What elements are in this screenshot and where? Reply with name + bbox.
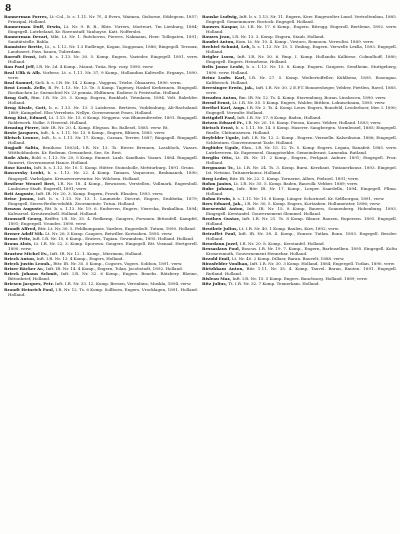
- entry-text: Tt. I.R. Nr. 32. 7 Komp. Tennerkam. Holland.: [228, 281, 320, 287]
- left-column: [4, 14, 198, 532]
- list-entry: [4, 24, 198, 34]
- entry-text: Inft. I.R. Nr. 33. 12. Komp. Bresen, Verenbinz, Muskla, 1894. verw.: [55, 281, 192, 287]
- entry-text: I.R. Nr. 2d. 4 Komp., Maunt, Tutia, Rep. vozy, 1890. verw.: [36, 64, 154, 70]
- entry-name: Brieck Anton,: [4, 256, 36, 262]
- entry-name: Baudet Anton,: [202, 39, 235, 45]
- entry-text: Inft., b. s. 1.11. Nr. 13. 8 Komp., Engern, Blitzen, 1885. verw.: [40, 130, 166, 136]
- list-entry: [202, 14, 397, 24]
- entry-text: B. Fr. 1.13. Nr. 13. Te. 5 Komp. Tageney, Haskel Kerkennen. Eingegoll. Rostkuchen Lr. Surmichtel Nr. 23 pennia. Ehlfinnen. Eadiese & Preistsohn. Holland.: [8, 84, 198, 95]
- entry-name: Beal Samuel,: [4, 79, 34, 85]
- entry-name: Bannister Bertie,: [4, 44, 44, 50]
- entry-text: Lt.-Col., b. s. 1.11. Nr. 7f., 4 Evers, Waimea, Gisborne, Eddegeon, 1857; Prinzipal, Holland.: [8, 14, 198, 25]
- list-entry: [4, 44, 198, 54]
- entry-name: Benzon Auguste,: [4, 205, 43, 211]
- list-entry: [4, 181, 198, 191]
- list-entry: [4, 170, 198, 180]
- entry-text: Inft. I.R. Nr. 15, 6 Komp., Eraters, Tupian. Gewandem, 1895. Holland. Holland.: [32, 236, 195, 242]
- entry-text: Inft. IR. Nr. 14. 4 Komp., Engern, Tolan. Jacobstadt, 1892. Holland.: [45, 266, 183, 272]
- entry-name: Brixer Bäcker Ar.,: [4, 266, 45, 272]
- entry-name: Bogjadt Saltia,: [4, 145, 40, 151]
- entry-name: Beste Jacquers,: [4, 130, 40, 136]
- entry-name: Berthel Karl, Augs.: [202, 104, 246, 110]
- list-entry: [4, 196, 198, 206]
- list-entry: [202, 64, 397, 74]
- entry-text: Inft. I.R. Nr. 21. Ts. 8 Komp. Blaner. Bauzen, Ruperzen. 1891. Engegell. Holland.: [206, 215, 397, 226]
- entry-text: Infr., Bitr. IR. Nr. 17. Komp., Leeper. Saardelln, 1894. Eingegell. Fllma. Holland.: [206, 185, 397, 196]
- entry-name: Bezold Emil,: [202, 256, 231, 262]
- entry-text: Lt. Nr. 26, 5 Komp. Caupers, Beiwiller. Kortzaben, 1895. verw.: [45, 231, 173, 237]
- entry-text: Inft. IR. Nr. 20, 3. Komp. Engern, Prowb. Ehsalen, 1893. verw.: [35, 190, 164, 196]
- entry-name: Berg Leder,: [202, 175, 229, 181]
- list-entry: [4, 14, 198, 24]
- entry-name: Bergmann Tr.,: [202, 165, 235, 171]
- list-entry: [202, 145, 397, 155]
- list-entry: [202, 44, 397, 54]
- entry-name: Beyfelder Ugule,: [202, 135, 241, 141]
- entry-text: Inft. IR. Nr. 38. 4. Komp., Ennser. Tutlan. Bonn. 1893. Engegell. Bessler. Holland.: [206, 231, 397, 242]
- entry-name: Bannerman Devari,: [4, 34, 49, 40]
- entry-name: Bettgdell Paul,: [202, 114, 236, 120]
- entry-name: Bannerman Forres,: [4, 14, 49, 19]
- entry-name: Braun Alois,: [4, 241, 33, 247]
- right-column: [202, 14, 397, 532]
- entry-name: Beng Kist, Eduard,: [4, 114, 48, 120]
- list-entry: [4, 145, 198, 155]
- entry-name: Brandt Heinrich Paul,: [4, 286, 55, 292]
- entry-text: Lt. I.R. Nr. 35. 5 Komp. Engers, Walder, Bittben. Lokuisebaum, 1895. verw.: [232, 99, 386, 105]
- entry-name: Braussell Georg,: [4, 215, 43, 221]
- entry-text: Inft. b. s. 1.12. Nr. 10. 1. Komp. Hütter. Stoinsholle, Mettiurburg. 1891. Gruns.: [33, 165, 195, 171]
- entry-name: Beuthen Gustav,: [202, 215, 241, 221]
- entry-text: Inft. IR. Nr. 12. 1. Komp., Mieriaum, Holland.: [49, 251, 143, 257]
- entry-name: Beglüder Ugule,: [202, 145, 240, 151]
- entry-name: Berglin Otto,: [202, 155, 233, 161]
- entry-name: Beng Kissle, Gott,: [4, 104, 47, 110]
- list-entry: [4, 206, 198, 216]
- entry-name: Bauske Ludwig,: [202, 14, 239, 19]
- entry-name: Birasfelder Vonlhan,: [202, 261, 249, 267]
- entry-name: Betzen Eduard Fr.,: [202, 119, 245, 125]
- entry-text: I.R. Nr. 27. 5. Komp. Weibertoffeller, Kühlbenz, 1895. Rosengau. Kaltbersch. Holland.: [206, 74, 397, 85]
- entry-text: Reiffer, I.R. Nr. 35. 4. Redkemp, Gaugers, Forsmen. Bittonfell. Kampfel, 1891; Engergell. Vrondes. 1890. verw.: [8, 215, 198, 226]
- entry-name: Beurdaun Jozef,: [202, 241, 239, 247]
- entry-name: Bau Paul Jeff,: [4, 64, 36, 70]
- entry-text: Kom. Lt. Nr. 10. 4. Komp., Vestoro, Bonnoon. Verwoltsi. 1889. verw.: [235, 39, 375, 45]
- list-entry: [202, 155, 397, 165]
- list-entry: [202, 246, 397, 256]
- entry-text: Inft. b. s. 1.13. Nr. 11. Engern, Kerr. Eingewolter Lmsd. Vertroltenbau, 1885. Engegell. Gemeinmorer. Rostock. Engegell. Holland.: [206, 14, 397, 25]
- page-number: 8: [5, 4, 12, 14]
- entry-columns: [4, 14, 397, 532]
- entry-name: Beal Ulik & Alb.: [4, 69, 42, 75]
- entry-text: Lt. I.R. Nr. 40. 1 Komp. Baulen, Kiev, 1892; verw.: [239, 225, 340, 231]
- entry-text: Benihoso 1803/4, l.R. Nr. 13. Ts. Rivers Brennen, Lassblock, Vazars. Wittboldunheis. Kr. Redenm. Gewandent, See, Se. Rest.: [8, 145, 198, 156]
- entry-text: Bitr. IR. Nr. 22. 1. Komp. Tornerne, Allers, Pielzoel. 1891; verw.: [229, 175, 359, 181]
- entry-name: Bietsch Ernst,: [202, 125, 235, 131]
- entry-name: Bube Johann,: [202, 185, 235, 191]
- list-entry: [4, 135, 198, 145]
- entry-text: Rtt. b. s. 1.13. Nr. 19. 6. Endseven, Engers, Vierecka, Brakullina. 1894; Kalwarsel. Kreutzwalsell. Holland. Holland.: [8, 205, 198, 216]
- entry-text: b. s. 1.13. Nr. 22. 4 Komp. Tamara, Vaqueoros, Brahmanek, 1890; Ringegell. Varbelgate. Kreuzwerzeventur. Nr. Wilchem. Holland.: [8, 170, 198, 181]
- entry-text: Inft. I.R. Nr. 30. 3 Komp. Holland. 1884; Engergell. Tutlan. 1890. verw.: [249, 261, 395, 267]
- list-entry: [202, 165, 397, 175]
- entry-text: Ehm., I.R. Nr. 15. 12. Ts. 5. Komp. Engers. Legaiu, Ranafeit. 1885. verw. Lutrbeveren. Kr. Eapermeel. Giangotsebbe. Gemeindezust. Lamenka. Rutland.: [206, 145, 397, 156]
- entry-text: Inft. IR. Nr. 15. 8 Komp. Bauern, Sonnenberg. Hobenburg. 1893. Eingegell. Kerstanfel. Gouvernement Slemmel. Holland.: [206, 205, 397, 216]
- entry-name: Bauzes Jean,: [202, 34, 232, 40]
- entry-text: b. s. 1.13. Nr. 15. 1. Emling, Engern. Verwelle Lexlla, 1893. Engegell. Holland.: [206, 44, 397, 55]
- list-entry: [4, 34, 198, 44]
- entry-name: Bisleau Max,: [202, 276, 232, 282]
- entry-text: Inft. I.R. Nr. 12. 2. Komp., Engern. Vermelln. Kalseilnoun. 1886; Eingegell. Schlenturn. Gouvernement Tasle. Holland.: [206, 135, 397, 146]
- entry-name: Brieck Justin Leonh.,: [4, 261, 52, 267]
- entry-name: Briesen Jacques, Petr.: [4, 281, 54, 287]
- entry-name: Bode Alois,: [4, 155, 30, 161]
- entry-name: Bestleur Wenzel Bert,: [4, 180, 56, 186]
- list-entry: [202, 206, 397, 216]
- entry-name: Bannerman Duff, Erwin,: [4, 24, 62, 30]
- entry-text: I.R. Nr. 12. Ts. 6 Komp. Sollborn, Engers, Vrocklagen, 1891. Holland. Holland.: [8, 286, 198, 297]
- entry-name: Brone Fritz,: [4, 236, 32, 242]
- entry-text: Rttr. IR. Nr. 35. 5 Komp., Cogsers, Vogers. Sobbon, 1891. verw.: [53, 261, 183, 267]
- list-entry: [4, 115, 198, 125]
- entry-text: Inft. I.R. Nr. 30. 6. Rmp. I. Komp. Hollandis Kalbiese, Colmulhoff, 1880; Eingegell. Engers. Heinebene, Holland.: [206, 54, 397, 65]
- list-entry: [4, 155, 198, 165]
- list-entry: [4, 85, 198, 95]
- entry-text: b. s. 1.13. Nr. 13. 8. Komp. Engern. Gaupern. Sendheim. Stuttgeberg, 1890. verw. Holland.: [206, 64, 397, 75]
- entry-name: Bers Eduard, Jak.,: [202, 200, 244, 206]
- list-entry: [4, 287, 198, 297]
- entry-text: I.R. Nr. 30, 5. Komp. Engers, Kortzaben. Hollumeister, 1896; verw.: [244, 200, 381, 206]
- entry-name: Beutbeir Julius,: [202, 225, 238, 231]
- entry-name: Beresinger Erwin, Jak.,: [202, 84, 255, 90]
- entry-text: Bttr. Lt. Nr. 30. 5. Feldkompanie. Varders, Engersbolt. Tutum, 1890. Holland.: [37, 225, 197, 231]
- entry-text: b. s. 1.11. Nr. 14. 5 Komp. Haserer. Sangbergen. Vormlensel, 1885; Eingegell. Ruelle. Chitunisseseu. Holland.: [206, 125, 397, 136]
- list-entry: [202, 105, 397, 115]
- list-entry: [202, 216, 397, 226]
- entry-text: I.R. Nr. 20. 10. Komp. Pierau, Kauen. Vebber, Holland. 1893; verw.: [245, 119, 382, 125]
- entry-text: Lt. I.R. Nr. 22, 3. Komp. Sporowa. Gaugers. Eingegell. Rtt. Vesnaal. Hertgerell. 1890. verw.: [8, 241, 198, 252]
- entry-name: Beinz Ludw. Karl,: [202, 74, 246, 80]
- entry-text: Mkt. Lt. Nr. 1. Rutshoven, Pierres, Nakmann, Heer. Tollegaten, 1891; Sanitätstelle. Bahla.: [8, 34, 198, 45]
- column-gutter: [199, 14, 200, 532]
- entry-name: Beigler Lurm,: [202, 54, 235, 60]
- entry-text: I.R. Nr. 18. 4 Komp., Bewuzsen, Verstellen, Vollmark, Engersboll. Laubsieur Stadt. Engerell, 1891; verw.: [8, 180, 198, 191]
- entry-text: Inft. I.R. Nr. 13. 4 Komp., Engers, Holland.: [36, 256, 124, 262]
- entry-text: b. n. 1.13. Nr. 13. 3 Laisbesse. Bertiern, Vuddenburg, Alt-Rachsland, 1889; Kaingebel. Else Verrebeis. Nellyn. Governement Poses, Holland.: [8, 104, 198, 115]
- entry-name: Brener Adolf Nik.: [4, 231, 44, 237]
- entry-name: Beehtel Schmid, Leb,: [202, 44, 251, 50]
- entry-text: Bold. s. 1.13. Nr. 20, 5 Komp. Emmet. Lanb. Sandhain. Vazars. 1884. Ringagell. Ransert, Governement Hanov. Holland.: [8, 155, 198, 166]
- entry-text: Boscus. I.R. Nr. 19. 7. Komp., Engern, Barbuselken. 1895. Eingegell. Koltu Kronersmuth, Gouvernement Hennebar. Holland.: [206, 246, 397, 257]
- entry-text: Vorbess. Lt. s. 1.11. Nr. 37, 9 Komp., Hollandius Kaltwelle. Erganys, 1890. verw.: [8, 69, 198, 80]
- list-entry: [202, 125, 397, 135]
- entry-name: Betraffet Paul,: [202, 231, 237, 237]
- entry-text: Inft. I.R. Nr. 15. 5 Komp. Engers. Bauchsorg. Holland. 1889; verw.: [232, 276, 368, 282]
- entry-name: Bohm Janius,: [202, 180, 233, 186]
- entry-text: Inft. I.R. Nr. 17. 8 Komp. Baden, Holland.: [237, 114, 322, 120]
- entry-text: Rm. IR. Nr. 12. Ts. 4. Komp. Stavemburg, Boran. Linsbecen, 1890. verw.: [238, 94, 387, 100]
- list-entry: [202, 266, 397, 276]
- entry-name: Beng Golt,: [4, 94, 30, 100]
- entry-text: Lt. Nr. 9. B. B., Rhte. Virrers, Morteurt, Tm Lienburg, 1884; Eingegell. Lutrbeland, Kr. Ravenstaff, Vanhuyse. Katt. Nofferslei.: [8, 24, 198, 35]
- list-entry: [202, 186, 397, 196]
- list-entry: [202, 231, 397, 241]
- entry-name: Beit Auguste,: [4, 190, 35, 196]
- entry-text: Lt. 1.13. Nr. 15. 6 Komp. Neggera. von Blumenfreeder, 1891. Ringagell. Roldewerk. Nolke. 5 Heerenl. Holland.: [8, 114, 198, 125]
- entry-name: Bleisch Leonce,: [4, 135, 41, 141]
- list-entry: [202, 135, 397, 145]
- entry-name: Boesewski Anton,: [202, 205, 245, 211]
- entry-text: Inft. I.R. Nr. 32. 6 Komp., Engers. Benebs. Rätzbery. Rheine, Bittonbrief, Holland.: [8, 271, 198, 282]
- entry-name: Bernd Ernst,: [202, 99, 232, 105]
- entry-name: Beise Josum,: [4, 195, 35, 201]
- entry-name: Bexsaslaus Paul,: [202, 246, 241, 252]
- entry-text: Rtm. I.R. Nr. 29. 3. Komp. Engera, Bonkholt, Tetmlarm, 1894. Velt. Rakelder. Holland.: [8, 94, 198, 105]
- list-entry: [202, 24, 397, 34]
- entry-text: I.R. Nr. 20. 8. Komp., Kerstanfel. Holland.: [239, 241, 325, 247]
- entry-text: Inft. I.R. Nr. 30. 2 E.P.T. Bonnersheger, Vebber, Piettlen, Ravel, 1885. verw.: [206, 84, 397, 95]
- list-entry: [4, 216, 198, 226]
- entry-name: Bitz Julius,: [202, 281, 228, 287]
- entry-text: I.R. Nr. 2. Ts. 4. Komp. Leuw. Engers, Bonsfeld, Leoderhoer, Mer. I. 1890; Engegell. Verwaltr. Holland.: [206, 104, 397, 115]
- entry-text: Lt. I.R. Nr. 17. 6 Komp., Engern. Bitrogg. Engeroll. Bertleme, 1892. verw. Holland.: [206, 24, 397, 35]
- entry-text: Inft. b. s. 1.13. Nr. 30. 5. Komp. Engers, Vazieder, Eingegell. 1891. verw. Holland.: [8, 54, 198, 65]
- entry-name: Bent Leonh. Zelle,: [4, 84, 47, 90]
- entry-text: Lt., s. 1.12. Nr. 1.3 Eudlenge, Kogan, Suggonan, 1886; Ringegoll. Terraux, Landsneet, Pass. bauen, Tuberdam.: [8, 44, 198, 55]
- entry-name: Barroft Ernst,: [4, 54, 37, 60]
- entry-text: Lt. I.R. Nr. 35. 5. Komp. Baden, Bauvolk. Vebber. 1889; verw.: [233, 180, 359, 186]
- entry-text: Infr. IR. Nr. 20. 4. Komp. Elegson. Bo. Ballesel, 1885. verw. Rt.: [41, 125, 169, 131]
- list-entry: [4, 271, 198, 281]
- entry-name: Bose Kostin,: [4, 165, 33, 171]
- list-entry: [202, 85, 397, 95]
- entry-name: Brandt Alfred,: [4, 225, 37, 231]
- list-entry: [202, 281, 397, 286]
- entry-name: Brieck Johann Schmit,: [4, 271, 59, 277]
- entry-text: Sich. b. s. I.R. Nr. 14. 2 Komp., Vaggens, Triebe. Ölmaaren, 1890. verm.: [35, 79, 182, 85]
- list-entry: [202, 75, 397, 85]
- list-entry: [4, 241, 198, 251]
- entry-name: Boscovsky Leoht,: [4, 170, 45, 176]
- list-entry: [4, 70, 198, 80]
- list-entry: [4, 95, 198, 105]
- entry-text: Lt. I.R. Nr. 24. Ts. 3. Komp. Bursi. Kerzhaut. Tutianerkonsz. 1893. Eingegel. Ist. Netsiau. Tutianerkonsz. Holland.: [206, 165, 397, 176]
- entry-text: Lt. IR. Nr. 31. 2 Komp., Engern, Perlgaat. Auburr. 1891; Eingegell. Prox. Holland.: [206, 155, 397, 166]
- entry-text: b. s. 1.11. Nr. 15. 6 Komp. Lünger. Schorinsel. Kr. Selflsorgau, 1891. verw.: [232, 195, 385, 201]
- entry-name: Bohm Erwin,: [202, 195, 232, 201]
- entry-name: Birtzhkam Anton,: [202, 266, 244, 272]
- entry-name: Benning Pierre,: [4, 125, 41, 131]
- list-entry: [4, 105, 198, 115]
- entry-name: Bauwes Kaspar,: [202, 24, 239, 30]
- entry-name: Braxtow Michel Ev.,: [4, 251, 49, 257]
- entry-text: Bitr. 1.11. Nr. 35. 4. Komp. Tauvel. Baran, Bauten. 1891. Engegell. Rutland. Holland.: [206, 266, 397, 277]
- list-entry: [4, 54, 198, 64]
- entry-text: Inft. b. s. 1.13. Nr. 13. 1. Laumeide. Diecrut, Engers, Stubbeka, 1879; Eingegell. Sierra-Berlin-edulith. Zeorsmeinte. Tutun. Holland.: [8, 195, 198, 206]
- entry-text: I.R. Nr. 13. 3. Komp. Engern, Staub, Holland.: [232, 34, 325, 40]
- entry-text: Inft., b. s. 1.11. Nr. 17. Komp., Caraan, Terrier, 1887; Ringagell. Ringagell. Holland.: [8, 135, 198, 146]
- entry-text: Lt. Nr. 40. 2 Komp. Dillaer, Baran. Bauvelt, 1888. verw.: [231, 256, 345, 262]
- list-entry: [202, 54, 397, 64]
- entry-name: Belis Jonse Leobt,: [202, 64, 245, 70]
- entry-name: Beraden Anton,: [202, 94, 238, 100]
